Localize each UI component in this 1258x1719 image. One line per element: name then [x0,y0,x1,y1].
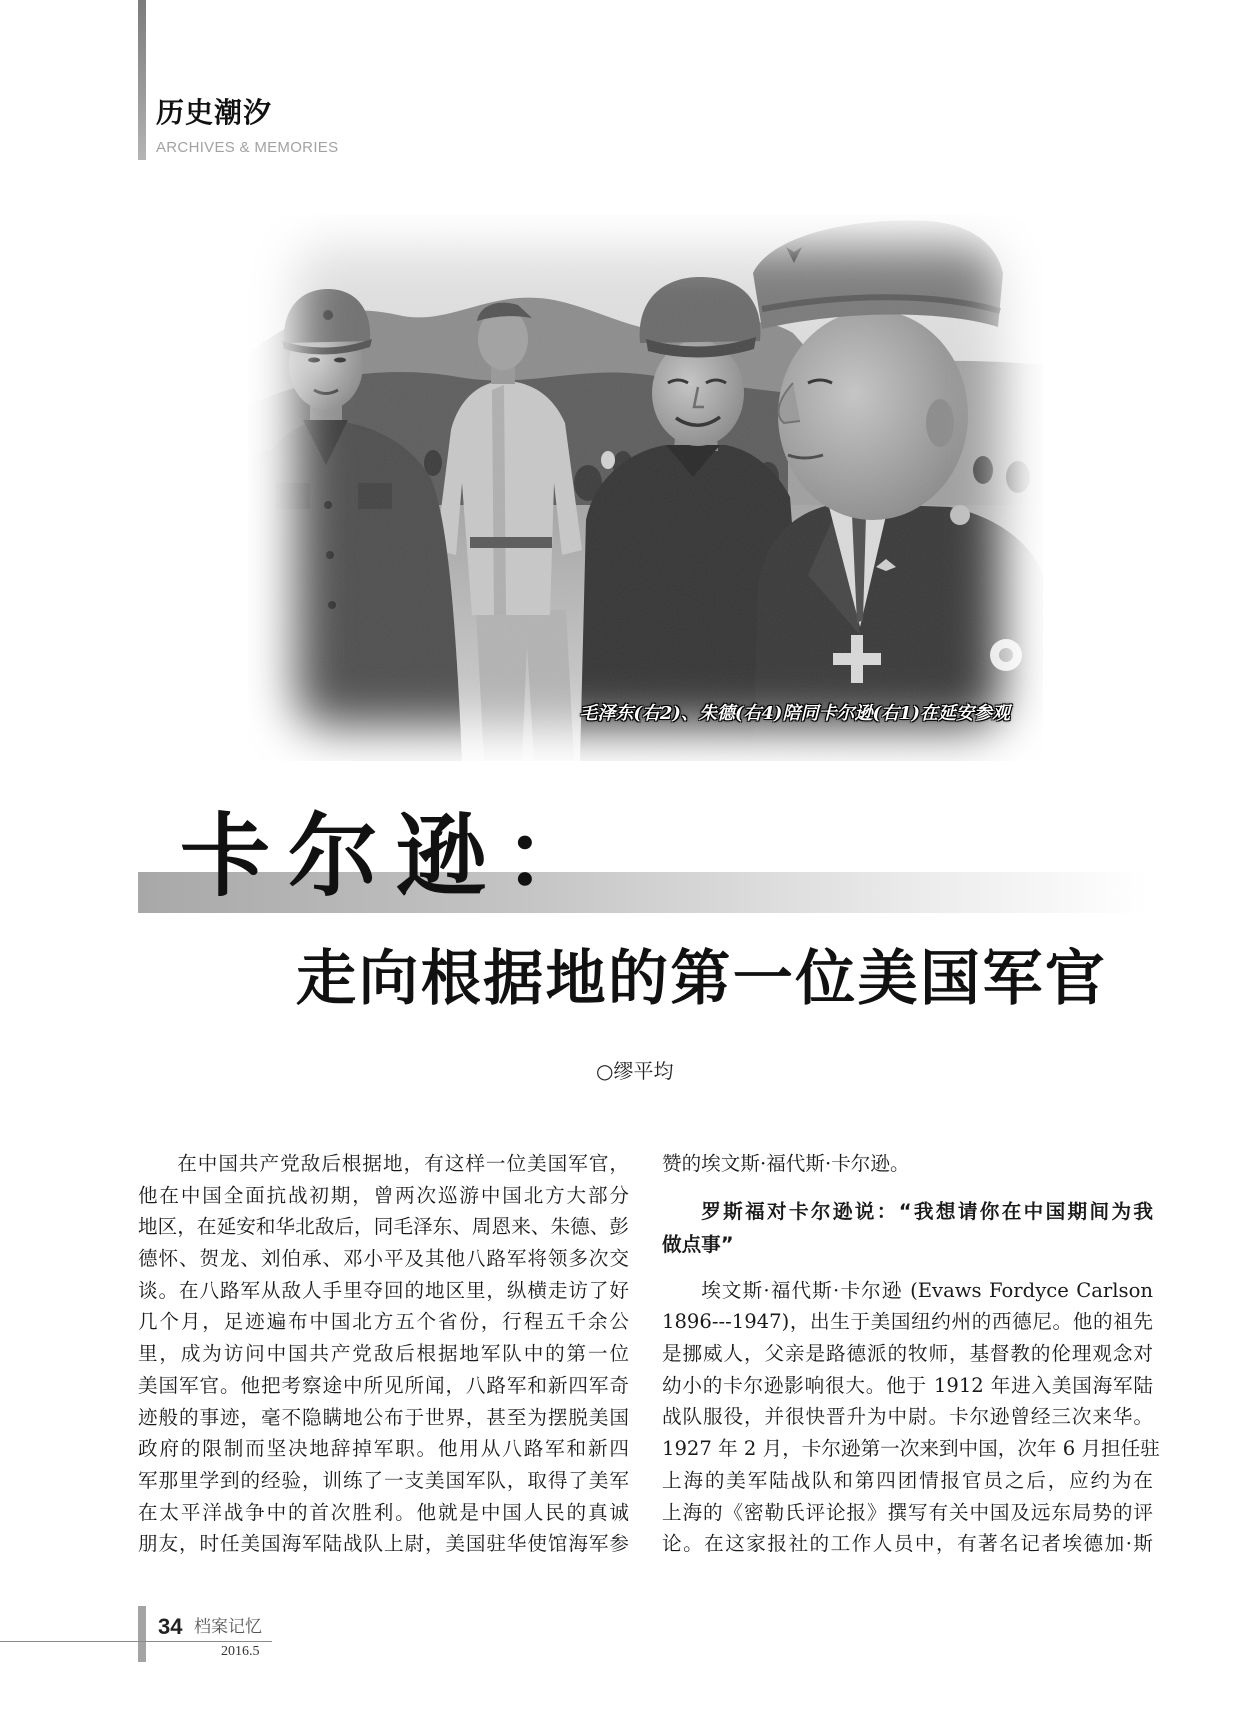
magazine-name: 档案记忆 [194,1617,262,1637]
section-title: 历史潮汐 [156,96,273,129]
text-line: 里，成为访问中国共产党敌后根据地军队中的第一位 [138,1342,629,1366]
text-line: 战队服役，并很快晋升为中尉。卡尔逊曾经三次来华。 [662,1405,1153,1429]
text-line: 军那里学到的经验，训练了一支美国军队，取得了美军 [138,1468,629,1492]
article-photo [248,215,1043,761]
text-line: 美国军官。他把考察途中所见所闻，八路军和新四军奇 [138,1373,629,1397]
text-column-left [138,1148,629,1560]
text-line: 上海的美军陆战队和第四团情报官员之后，应约为在 [662,1468,1153,1492]
article-author: ○缪平均 [596,1059,674,1083]
article-title: 卡尔逊： [180,803,612,909]
text-line: 迹般的事迹，毫不隐瞒地公布于世界，甚至为摆脱美国 [138,1405,629,1429]
text-line: 在太平洋战争中的首次胜利。他就是中国人民的真诚 [138,1500,629,1524]
text-line: 德怀、贺龙、刘伯承、邓小平及其他八路军将领多次交 [138,1247,629,1271]
section-heading [662,1195,1153,1261]
text-line: 谈。在八路军从敌人手里夺回的地区里，纵横走访了好 [138,1278,629,1302]
page-number: 34 [158,1614,183,1639]
text-line: 1927 年 2 月，卡尔逊第一次来到中国，次年 6 月担任驻 [662,1437,1160,1461]
text-line: 几个月，足迹遍布中国北方五个省份，行程五千余公 [138,1310,629,1334]
text-line: 论。在这家报社的工作人员中，有著名记者埃德加·斯 [662,1532,1153,1556]
paragraph [662,1275,1160,1560]
heading-line: 罗斯福对卡尔逊说：“我想请你在中国期间为我 [701,1199,1153,1223]
article-subtitle: 走向根据地的第一位美国军官 [296,944,1108,1014]
text-line: 他在中国全面抗战初期，曾两次巡游中国北方大部分 [138,1183,629,1207]
text-line: 埃文斯·福代斯·卡尔逊 (Evaws Fordyce Carlson [701,1278,1153,1302]
text-line: 朋友，时任美国海军陆战队上尉，美国驻华使馆海军参 [138,1532,629,1556]
section-accent-bar [138,0,146,160]
text-column-right [662,1148,1160,1560]
text-line: 幼小的卡尔逊影响很大。他于 1912 年进入美国海军陆 [662,1373,1153,1397]
issue-date: 2016.5 [221,1644,260,1659]
section-subtitle: ARCHIVES & MEMORIES [156,139,339,156]
text-line: 政府的限制而坚决地辞掉军职。他用从八路军和新四 [138,1437,629,1461]
text-line: 1896---1947)，出生于美国纽约州的西德尼。他的祖先 [662,1310,1153,1334]
text-line: 上海的《密勒氏评论报》撰写有关中国及远东局势的评 [662,1500,1153,1524]
photo-grain [248,215,1043,761]
footer-accent-bar [138,1606,146,1662]
text-line: 地区，在延安和华北敌后，同毛泽东、周恩来、朱德、彭 [138,1215,629,1239]
text-line: 在中国共产党敌后根据地，有这样一位美国军官， [177,1152,629,1175]
photo-content [248,215,1043,761]
photo-scene [248,215,1043,761]
photo-caption: 毛泽东(右2)、朱德(右4)陪同卡尔逊(右1)在延安参观 [579,703,1010,724]
text-line: 赞的埃文斯·福代斯·卡尔逊。 [662,1152,910,1175]
footer-rule [0,1641,272,1642]
text-line: 是挪威人，父亲是路德派的牧师，基督教的伦理观念对 [662,1342,1153,1366]
heading-line: 做点事” [662,1232,734,1256]
